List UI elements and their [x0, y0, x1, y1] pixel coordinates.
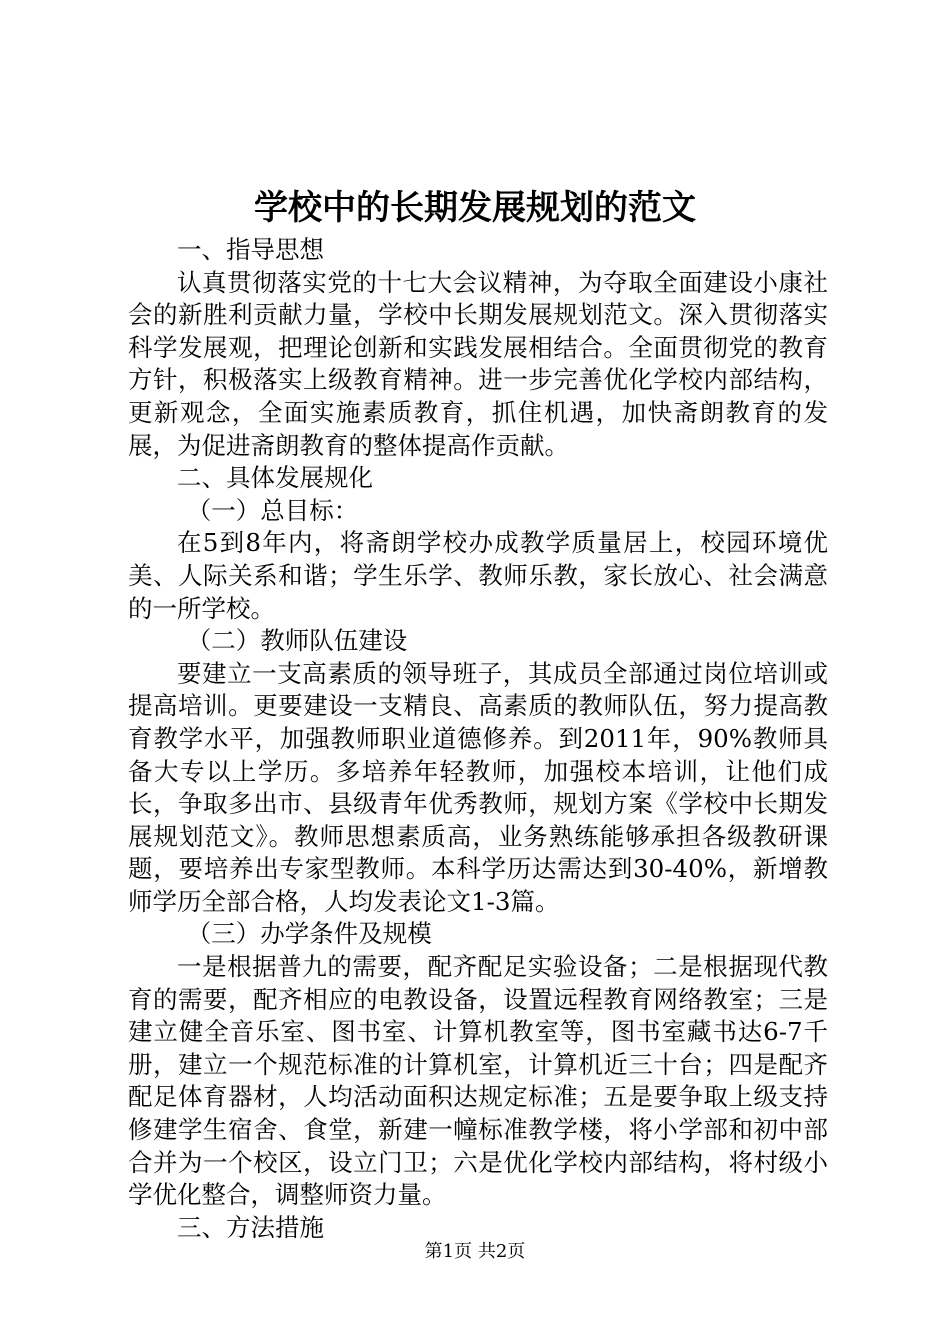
paragraph-overall-goal: 在5到8年内，将斋朗学校办成教学质量居上，校园环境优美、人际关系和谐；学生乐学、教师乐教，家长放心、社会满意的一所学校。: [128, 528, 828, 623]
section-heading-guiding-ideology: 一、指导思想: [177, 235, 324, 264]
section-heading-development-plan: 二、具体发展规化: [177, 463, 373, 493]
paragraph-school-conditions: 一是根据普九的需要，配齐配足实验设备；二是根据现代教育的需要，配齐相应的电教设备，设置远程教育网络教室；三是建立健全音乐室、图书室、计算机教室等，图书室藏书达6-7千册，建立一个规范标准的计算机室，计算机近三十台；四是配齐配足体育器材，人均活动面积达规定标准；五是要争取上级支持修建学生宿舍、食堂，新建一幢标准教学楼，将小学部和初中部合并为一个校区，设立门卫；六是优化学校内部结构，将村级小学优化整合，调整师资力量。: [128, 952, 828, 1210]
paragraph-teacher-team: 要建立一支高素质的领导班子，其成员全部通过岗位培训或提高培训。更要建设一支精良、高素质的教师队伍，努力提高教育教学水平，加强教师职业道德修养。到2011年，90%教师具备大专以上学历。多培养年轻教师，加强校本培训，让他们成长，争取多出市、县级青年优秀教师，规划方案《学校中长期发展规划范文》。教师思想素质高，业务熟练能够承担各级教研课题，要培养出专家型教师。本科学历达需达到30-40%，新增教师学历全部合格，人均发表论文1-3篇。: [128, 658, 828, 916]
page-footer: 第1页 共2页: [424, 1241, 526, 1262]
subheading-school-conditions: （三）办学条件及规模: [186, 919, 432, 949]
section-heading-methods: 三、方法措施: [177, 1212, 324, 1242]
subheading-overall-goal: （一）总目标：: [186, 495, 359, 525]
paragraph-guiding-ideology: 认真贯彻落实党的十七大会议精神，为夺取全面建设小康社会的新胜利贡献力量，学校中长期发展规划范文。深入贯彻落实科学发展观，把理论创新和实践发展相结合。全面贯彻党的教育方针，积极落实上级教育精神。进一步完善优化学校内部结构，更新观念，全面实施素质教育，抓住机遇，加快斋朗教育的发展，为促进斋朗教育的整体提高作贡献。: [128, 267, 828, 460]
subheading-teacher-team: （二）教师队伍建设: [186, 626, 408, 656]
document-title: 学校中的长期发展规划的范文: [254, 188, 696, 228]
document-body: [128, 234, 828, 1244]
